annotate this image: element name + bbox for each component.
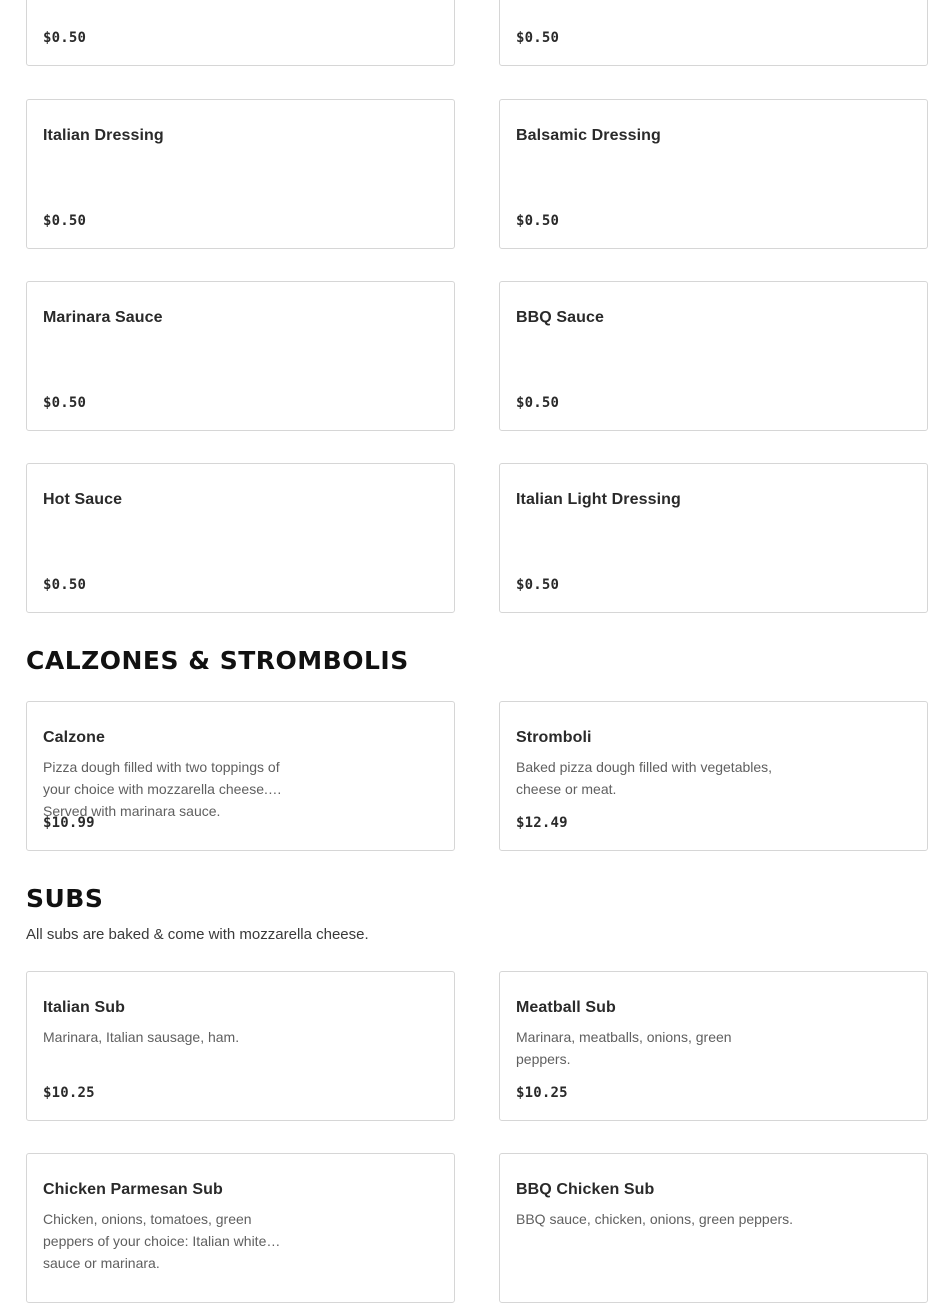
menu-item-card[interactable] [26, 971, 455, 1121]
menu-item-price: $0.50 [43, 213, 87, 229]
menu-item-card[interactable] [26, 463, 455, 613]
menu-item-description: Marinara, meatballs, onions, green peppers. [516, 1029, 732, 1067]
menu-item-description: Baked pizza dough filled with vegetables, cheese or meat. [516, 759, 773, 797]
menu-item-description: Pizza dough filled with two toppings of your choice with mozzarella cheese. Served with marinara sauce. [43, 759, 280, 819]
menu-item-card[interactable] [499, 701, 928, 851]
menu-item-name: Meatball Sub [516, 999, 616, 1016]
menu-item-price: $10.25 [516, 1085, 568, 1101]
menu-item-name: Marinara Sauce [43, 309, 163, 326]
section-description-subs: All subs are baked & come with mozzarella cheese. [26, 926, 369, 943]
menu-item-description: Marinara, Italian sausage, ham. [43, 1029, 240, 1045]
menu-item-card[interactable] [26, 1153, 455, 1303]
menu-item-description: Chicken, onions, tomatoes, green peppers of your choice: Italian white sauce or marinara. [43, 1211, 267, 1271]
menu-item-card[interactable] [26, 701, 455, 851]
section-title-calzones: CALZONES & STROMBOLIS [26, 646, 409, 675]
menu-item-name: Italian Dressing [43, 127, 164, 144]
menu-item-name: Stromboli [516, 729, 592, 746]
menu-item-card[interactable] [499, 99, 928, 249]
menu-item-card[interactable] [26, 0, 455, 66]
menu-item-name: Chicken Parmesan Sub [43, 1181, 223, 1198]
menu-item-card[interactable] [499, 971, 928, 1121]
menu-item-price: $0.50 [516, 395, 560, 411]
menu-item-price: $0.50 [43, 30, 87, 46]
menu-item-price: $0.50 [43, 577, 87, 593]
menu-item-name: BBQ Chicken Sub [516, 1181, 655, 1198]
menu-item-name: BBQ Sauce [516, 309, 605, 326]
menu-item-card[interactable] [26, 99, 455, 249]
menu-item-card[interactable] [26, 281, 455, 431]
menu-item-price: $0.50 [43, 395, 87, 411]
menu-item-price: $0.50 [516, 30, 560, 46]
menu-item-description: BBQ sauce, chicken, onions, green peppers. [516, 1211, 794, 1227]
menu-item-name: Calzone [43, 729, 106, 746]
menu-item-price: $10.99 [43, 815, 95, 831]
menu-item-name: Italian Sub [43, 999, 125, 1016]
section-title-subs: SUBS [26, 884, 104, 913]
menu-item-card[interactable] [499, 0, 928, 66]
menu-item-name: Hot Sauce [43, 491, 123, 508]
menu-item-name: Italian Light Dressing [516, 491, 681, 508]
menu-item-price: $0.50 [516, 213, 560, 229]
menu-item-name: Balsamic Dressing [516, 127, 661, 144]
menu-item-price: $10.25 [43, 1085, 95, 1101]
menu-item-card[interactable] [499, 463, 928, 613]
menu-item-price: $0.50 [516, 577, 560, 593]
menu-item-card[interactable] [499, 1153, 928, 1303]
menu-item-price: $12.49 [516, 815, 568, 831]
menu-item-card[interactable] [499, 281, 928, 431]
